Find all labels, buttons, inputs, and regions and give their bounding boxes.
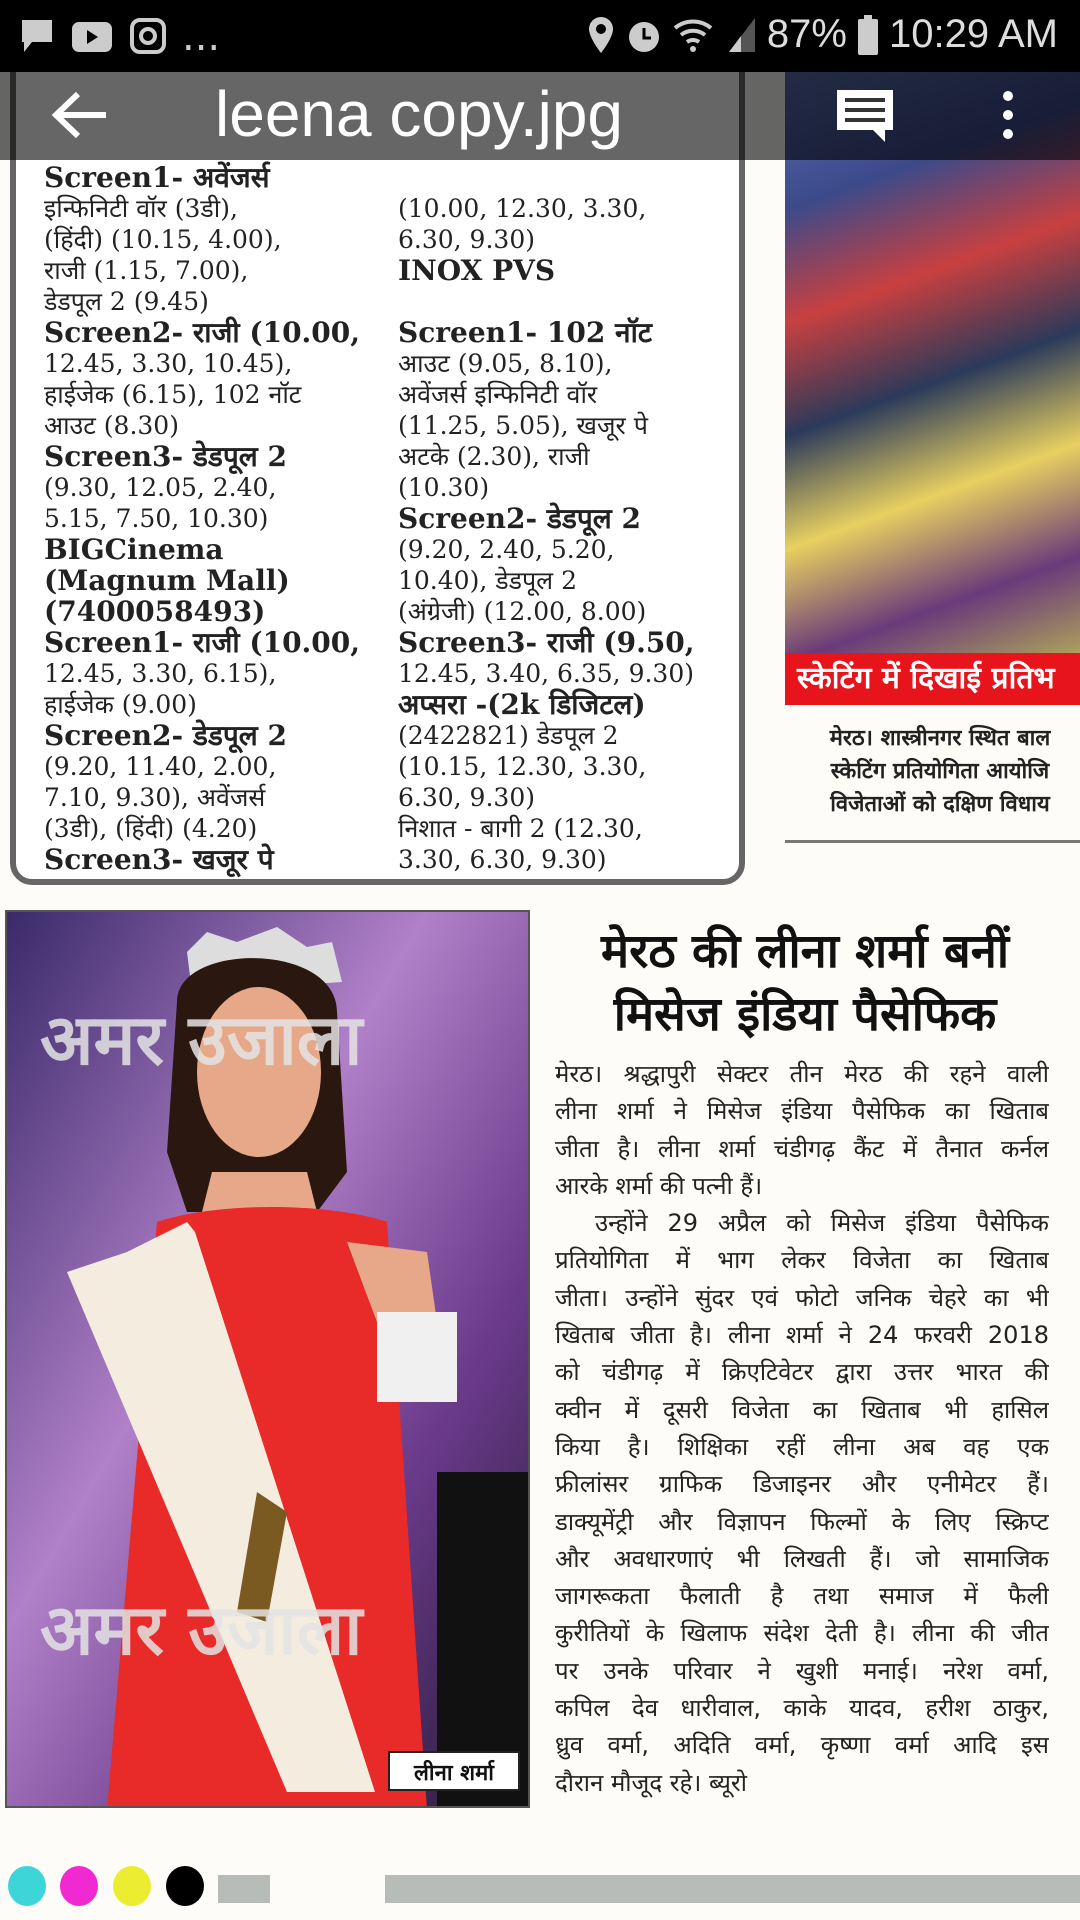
file-title: leena copy.jpg [215, 78, 623, 150]
image-viewer-toolbar [0, 72, 1080, 160]
listing-line: Screen1- अवेंजर्स [44, 161, 270, 194]
listing-line: अवेंजर्स इन्फिनिटी वॉर [398, 380, 598, 409]
listing-line: 3.30, 6.30, 9.30) [398, 845, 607, 874]
listing-line: 7.10, 9.30), अवेंजर्स [44, 783, 266, 812]
listing-line: INOX PVS [398, 254, 556, 287]
listing-line: 10.40), डेडपूल 2 [398, 566, 577, 595]
more-vert-icon[interactable] [996, 90, 1020, 140]
listing-line: (7400058493) [44, 595, 266, 628]
listing-line: (9.20, 2.40, 5.20, [398, 535, 615, 564]
article-line: लीना शर्मा ने मिसेज इंडिया पैसेफिक का खिताब [555, 1097, 1049, 1126]
status-bar [0, 0, 1080, 72]
photo-caption: लीना शर्मा [414, 1761, 494, 1786]
article-line: आरके शर्मा की पत्नी हैं। [555, 1171, 763, 1200]
cyan-registration-mark [8, 1866, 46, 1906]
article-line: मेरठ। श्रद्धापुरी सेक्टर तीन मेरठ की रहने वाली [555, 1060, 1049, 1088]
listing-line: Screen2- डेडपूल 2 [44, 719, 287, 752]
listing-line: हाईजेक (9.00) [44, 690, 197, 719]
article-line: ध्रुव वर्मा, अदिति वर्मा, कृष्णा वर्मा आदि इस [555, 1731, 1049, 1760]
article-line: पर उनके परिवार ने खुशी मनाई। नरेश वर्मा, [555, 1656, 1049, 1685]
listing-line: Screen2- डेडपूल 2 [398, 502, 641, 535]
listing-line: Screen3- खजूर पे [44, 843, 274, 876]
listing-line: (2422821) डेडपूल 2 [398, 721, 619, 750]
listing-line: आउट (9.05, 8.10), [398, 349, 613, 378]
headline-line: मिसेज इंडिया पैसेफिक [613, 987, 997, 1042]
listing-line: Screen1- 102 नॉट [398, 316, 652, 349]
article-line: और अवधारणाएं भी लिखती हैं। जो सामाजिक [555, 1544, 1049, 1573]
listing-line: निशात - बागी 2 (12.30, [398, 814, 643, 843]
listing-line: (9.30, 12.05, 2.40, [44, 473, 277, 502]
article-line: क्वीन में दूसरी विजेता का खिताब भी हासिल [555, 1395, 1049, 1424]
listing-line: (हिंदी) (10.15, 4.00), [44, 225, 282, 254]
listing-line: (9.20, 11.40, 2.00, [44, 752, 277, 781]
instagram-icon [130, 18, 166, 54]
article-line: जीता है। लीना शर्मा चंडीगढ़ कैंट में तैनात कर्नल [555, 1134, 1049, 1163]
listing-line: अटके (2.30), राजी [398, 442, 590, 471]
article-line: दौरान मौजूद रहे। ब्यूरो [555, 1768, 747, 1797]
article-line: कपिल देव धारीवाल, काके यादव, हरीश ठाकुर, [555, 1694, 1049, 1723]
listing-line: (10.15, 12.30, 3.30, [398, 752, 647, 781]
listing-line: अप्सरा -(2k डिजिटल) [398, 688, 646, 721]
listing-line: 6.30, 9.30) [398, 225, 535, 254]
listing-line: (10.00, 12.30, 3.30, [398, 194, 647, 223]
listing-line: (3डी), (हिंदी) (4.20) [44, 814, 258, 843]
listing-line: Screen1- राजी (10.00, [44, 626, 361, 659]
grey-bar [385, 1875, 1080, 1903]
back-arrow-icon[interactable] [50, 90, 110, 140]
article-line: किया है। शिक्षिका रहीं लीना अब वह एक [555, 1432, 1049, 1461]
caption-line: विजेताओं को दक्षिण विधाय [830, 792, 1050, 817]
listings-left-column [44, 162, 360, 875]
listing-line: हाईजेक (6.15), 102 नॉट [44, 380, 302, 409]
listing-line: (अंग्रेजी) (12.00, 8.00) [398, 597, 647, 626]
listing-line: Screen2- राजी (10.00, [44, 316, 361, 349]
comment-icon[interactable] [835, 88, 895, 144]
headline-line: मेरठ की लीना शर्मा बनीं [601, 924, 1009, 979]
listing-line: 6.30, 9.30) [398, 783, 535, 812]
divider [785, 840, 1080, 843]
skating-banner: स्केटिंग में दिखाई प्रतिभ [785, 653, 1080, 705]
article-line: खिताब जीता है। लीना शर्मा ने 24 फरवरी 2018 [555, 1321, 1049, 1350]
article-line: फ्रीलांसर ग्राफिक डिजाइनर और एनीमेटर हैं। [555, 1470, 1049, 1499]
article-line: जागरूकता फैलाती है तथा समाज में फैली [555, 1582, 1049, 1611]
listing-line: 12.45, 3.30, 6.15), [44, 659, 277, 688]
article-line: को चंडीगढ़ में क्रिएटिवेटर द्वारा उत्तर भारत की [555, 1358, 1049, 1387]
watermark: अमर उजाला [40, 1589, 363, 1671]
yellow-registration-mark [113, 1866, 151, 1906]
more-notifications: ... [182, 14, 221, 60]
listing-line: राजी (1.15, 7.00), [44, 256, 249, 285]
article-body [555, 1056, 1049, 1802]
listing-line: 12.45, 3.40, 6.35, 9.30) [398, 659, 694, 688]
battery-percent: 87% [766, 12, 847, 56]
black-registration-mark [166, 1866, 204, 1906]
wifi-icon [673, 16, 717, 54]
article-line: कुरीतियों के खिलाफ संदेश देती है। लीना की जीत [555, 1619, 1049, 1648]
listing-line: 5.15, 7.50, 10.30) [44, 504, 269, 533]
listing-line: आउट (8.30) [44, 411, 179, 440]
article-line: प्रतियोगिता में भाग लेकर विजेता का खिताब [555, 1246, 1049, 1275]
article-line: जीता। उन्होंने सुंदर एवं फोटो जनिक चेहरे का भी [555, 1283, 1049, 1312]
listings-right-column [398, 193, 695, 875]
alarm-icon [625, 15, 663, 55]
listing-line: इन्फिनिटी वॉर (3डी), [44, 194, 238, 223]
magenta-registration-mark [60, 1866, 98, 1906]
clock: 10:29 AM [888, 12, 1058, 56]
cinema-listings-box [10, 60, 745, 885]
listing-line: BIGCinema [44, 533, 224, 566]
message-icon [20, 18, 54, 56]
listing-line: Screen3- राजी (9.50, [398, 626, 695, 659]
caption-line: मेरठ। शास्त्रीनगर स्थित बाल [829, 726, 1051, 751]
listing-line: Screen3- डेडपूल 2 [44, 440, 287, 473]
skating-caption [790, 722, 1080, 821]
listing-line: 12.45, 3.30, 10.45), [44, 349, 293, 378]
watermark: अमर उजाला [40, 999, 363, 1081]
battery-icon [857, 15, 879, 55]
article-headline [555, 920, 1055, 1046]
article-line: उन्होंने 29 अप्रैल को मिसेज इंडिया पैसेफिक [595, 1209, 1049, 1238]
listing-line: (10.30) [398, 473, 490, 502]
grey-bar [218, 1875, 270, 1903]
listing-line: (Magnum Mall) [44, 564, 290, 597]
caption-line: स्केटिंग प्रतियोगिता आयोजि [830, 759, 1050, 784]
listing-line: (11.25, 5.05), खजूर पे [398, 411, 648, 440]
listing-line: डेडपूल 2 (9.45) [44, 287, 209, 316]
article-line: डाक्यूमेंट्री और विज्ञापन फिल्मों के लिए स्क्रिप्ट [555, 1507, 1049, 1536]
listing-line [398, 286, 695, 317]
youtube-icon [72, 22, 112, 52]
location-icon [587, 15, 615, 55]
signal-icon [727, 16, 757, 54]
